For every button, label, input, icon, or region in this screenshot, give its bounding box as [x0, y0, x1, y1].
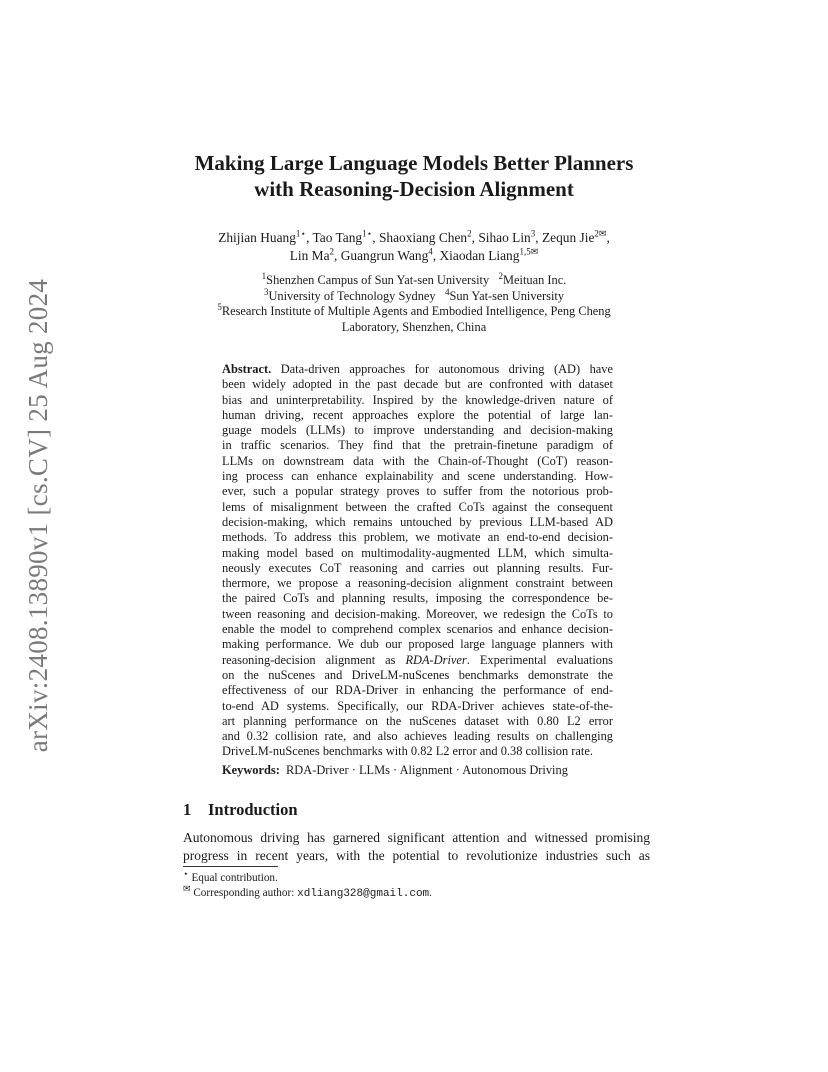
abstract-line: guage models (LLMs) to improve understanding and decision-making [222, 423, 613, 438]
title-line-1: Making Large Language Models Better Planners [194, 151, 634, 175]
arxiv-identifier-text: arXiv:2408.13890v1 [cs.CV] 25 Aug 2024 [23, 278, 54, 752]
author-sep: , [535, 230, 542, 245]
author-email: xdliang328@gmail.com [297, 887, 430, 900]
affil-mark: 1 [261, 270, 267, 281]
affil-mark: 3 [263, 286, 269, 297]
affil-mark: 4 [444, 286, 450, 297]
abstract-text: Data-driven approaches for autonomous driving (AD) have [280, 362, 613, 376]
author-affil-mark: 2 [329, 246, 335, 257]
footnotes [183, 868, 653, 901]
author-affil-mark: 1,5✉ [519, 246, 539, 257]
abstract-line: been widely adopted in the past decade but are confronted with dataset [222, 377, 613, 392]
keywords-text: RDA-Driver · LLMs · Alignment · Autonomous Driving [286, 763, 568, 777]
author-affil-mark: 3 [530, 228, 536, 239]
abstract-line: neously executes CoT reasoning and carries out planning results. Fur- [222, 560, 613, 575]
abstract-line: decision-making, which remains untouched by previous LLM-based AD [222, 514, 613, 529]
abstract-line: DriveLM-nuScenes benchmarks with 0.82 L2 error and 0.38 collision rate. [222, 744, 593, 759]
abstract-line: bias and uninterpretability. Inspired by the knowledge-driven nature of [222, 392, 613, 407]
author-affil-mark: 2✉ [594, 228, 607, 239]
author-affil-mark: 2 [467, 228, 472, 239]
affiliation: Meituan Inc. [503, 273, 567, 287]
affiliation: Shenzhen Campus of Sun Yat-sen University [266, 273, 490, 287]
paper-title [150, 150, 678, 202]
abstract-line: ever, such a popular strategy proves to suffer from the notorious prob- [222, 484, 613, 499]
envelope-icon: ✉ [183, 882, 191, 893]
author-affil-mark: 1⋆ [362, 228, 373, 239]
abstract-line [222, 653, 613, 668]
abstract-line: methods. To address this problem, we motivate an end-to-end decision- [222, 530, 613, 545]
author-affil-mark: 1⋆ [295, 228, 307, 239]
author-name: Zhijian Huang [218, 230, 296, 245]
footnote-text: Equal contribution. [191, 872, 278, 884]
author-name: Guangrun Wang [340, 248, 429, 263]
abstract-line: art planning performance on the nuScenes dataset with 0.80 L2 error [222, 713, 613, 728]
affiliations [150, 270, 678, 335]
author-name: Shaoxiang Chen [378, 230, 468, 245]
abstract-line: the paired CoTs and planning results, imposing the correspondence be- [222, 591, 613, 606]
abstract-line: LLMs on downstream data with the Chain-of-Thought (CoT) reason- [222, 453, 613, 468]
author-name: Xiaodan Liang [439, 248, 520, 263]
intro-paragraph [183, 829, 650, 865]
abstract-label: Abstract. [222, 362, 272, 376]
arxiv-identifier [19, 280, 59, 750]
section-heading [183, 800, 298, 820]
abstract-line: on the nuScenes and DriveLM-nuScenes benchmarks demonstrate the [222, 667, 613, 682]
footnote-equal-contribution [183, 868, 653, 886]
footnote-text: . [429, 886, 432, 899]
abstract-line: lems of misalignment between the crafted CoTs against the consequent [222, 499, 613, 514]
abstract-line: and 0.32 collision rate, and also achieves leading results on challenging [222, 729, 613, 744]
abstract-line: effectiveness of our RDA-Driver in enhancing the performance of end- [222, 683, 613, 698]
affiliation-line-2 [150, 286, 678, 305]
abstract [222, 362, 613, 760]
title-line-2: with Reasoning-Decision Alignment [254, 177, 574, 201]
author-sep: , [606, 230, 610, 245]
abstract-text: . Experimental evaluations [466, 652, 613, 667]
abstract-line: human driving, recent approaches explore the potential of large lan- [222, 407, 613, 422]
keywords-label: Keywords: [222, 763, 280, 777]
author-affil-mark: 4 [428, 246, 433, 257]
footnote-rule [183, 866, 278, 867]
abstract-line: tween reasoning and decision-making. Moreover, we redesign the CoTs to [222, 606, 613, 621]
author-name: Lin Ma [289, 248, 330, 263]
author-line-2 [150, 247, 678, 265]
affiliation: Research Institute of Multiple Agents and Embodied Intelligence, Peng Cheng [221, 304, 611, 318]
author-sep: , [372, 230, 379, 245]
author-list [150, 229, 678, 265]
abstract-line [222, 362, 613, 377]
affiliation-line-1 [150, 270, 678, 289]
section-title: Introduction [208, 800, 298, 819]
author-name: Tao Tang [312, 230, 363, 245]
abstract-line: making performance. We dub our proposed large language planners with [222, 637, 613, 652]
affiliation-line-3 [150, 301, 678, 320]
intro-line: Autonomous driving has garnered significant attention and witnessed promising [183, 830, 650, 845]
footnote-text: Corresponding author: [193, 886, 298, 899]
author-sep: , [334, 248, 341, 263]
affil-mark: 2 [498, 270, 503, 281]
author-sep: , [432, 248, 440, 263]
author-line-1 [150, 229, 678, 247]
abstract-line: to-end AD systems. Specifically, our RDA-Driver achieves state-of-the- [222, 698, 613, 713]
abstract-line: ing process can enhance explainability and scene understanding. How- [222, 469, 613, 484]
affil-mark: 5 [217, 301, 222, 312]
author-sep: , [306, 230, 313, 245]
abstract-line: enable the model to comprehend complex scenarios and enhance decision- [222, 622, 613, 637]
affiliation: University of Technology Sydney [268, 288, 436, 303]
author-name: Sihao Lin [478, 230, 531, 245]
author-sep: , [471, 230, 479, 245]
intro-line: progress in recent years, with the potential to revolutionize industries such as [183, 848, 650, 863]
method-name: RDA-Driver [405, 652, 467, 667]
footnote-corresponding-author [183, 882, 653, 902]
affiliation: Sun Yat-sen University [449, 288, 565, 303]
section-number: 1 [183, 800, 192, 819]
abstract-text: reasoning-decision alignment as [222, 652, 406, 667]
abstract-line: in traffic scenarios. They find that the pretrain-finetune paradigm of [222, 438, 613, 453]
abstract-line: thermore, we propose a reasoning-decision alignment constraint between [222, 576, 613, 591]
author-name: Zequn Jie [541, 230, 595, 245]
abstract-line: making model based on multimodality-augmented LLM, which simulta- [222, 545, 613, 560]
affiliation-line-4: Laboratory, Shenzhen, China [341, 319, 487, 334]
footnote-mark: ⋆ [183, 868, 189, 879]
keywords [222, 763, 622, 778]
